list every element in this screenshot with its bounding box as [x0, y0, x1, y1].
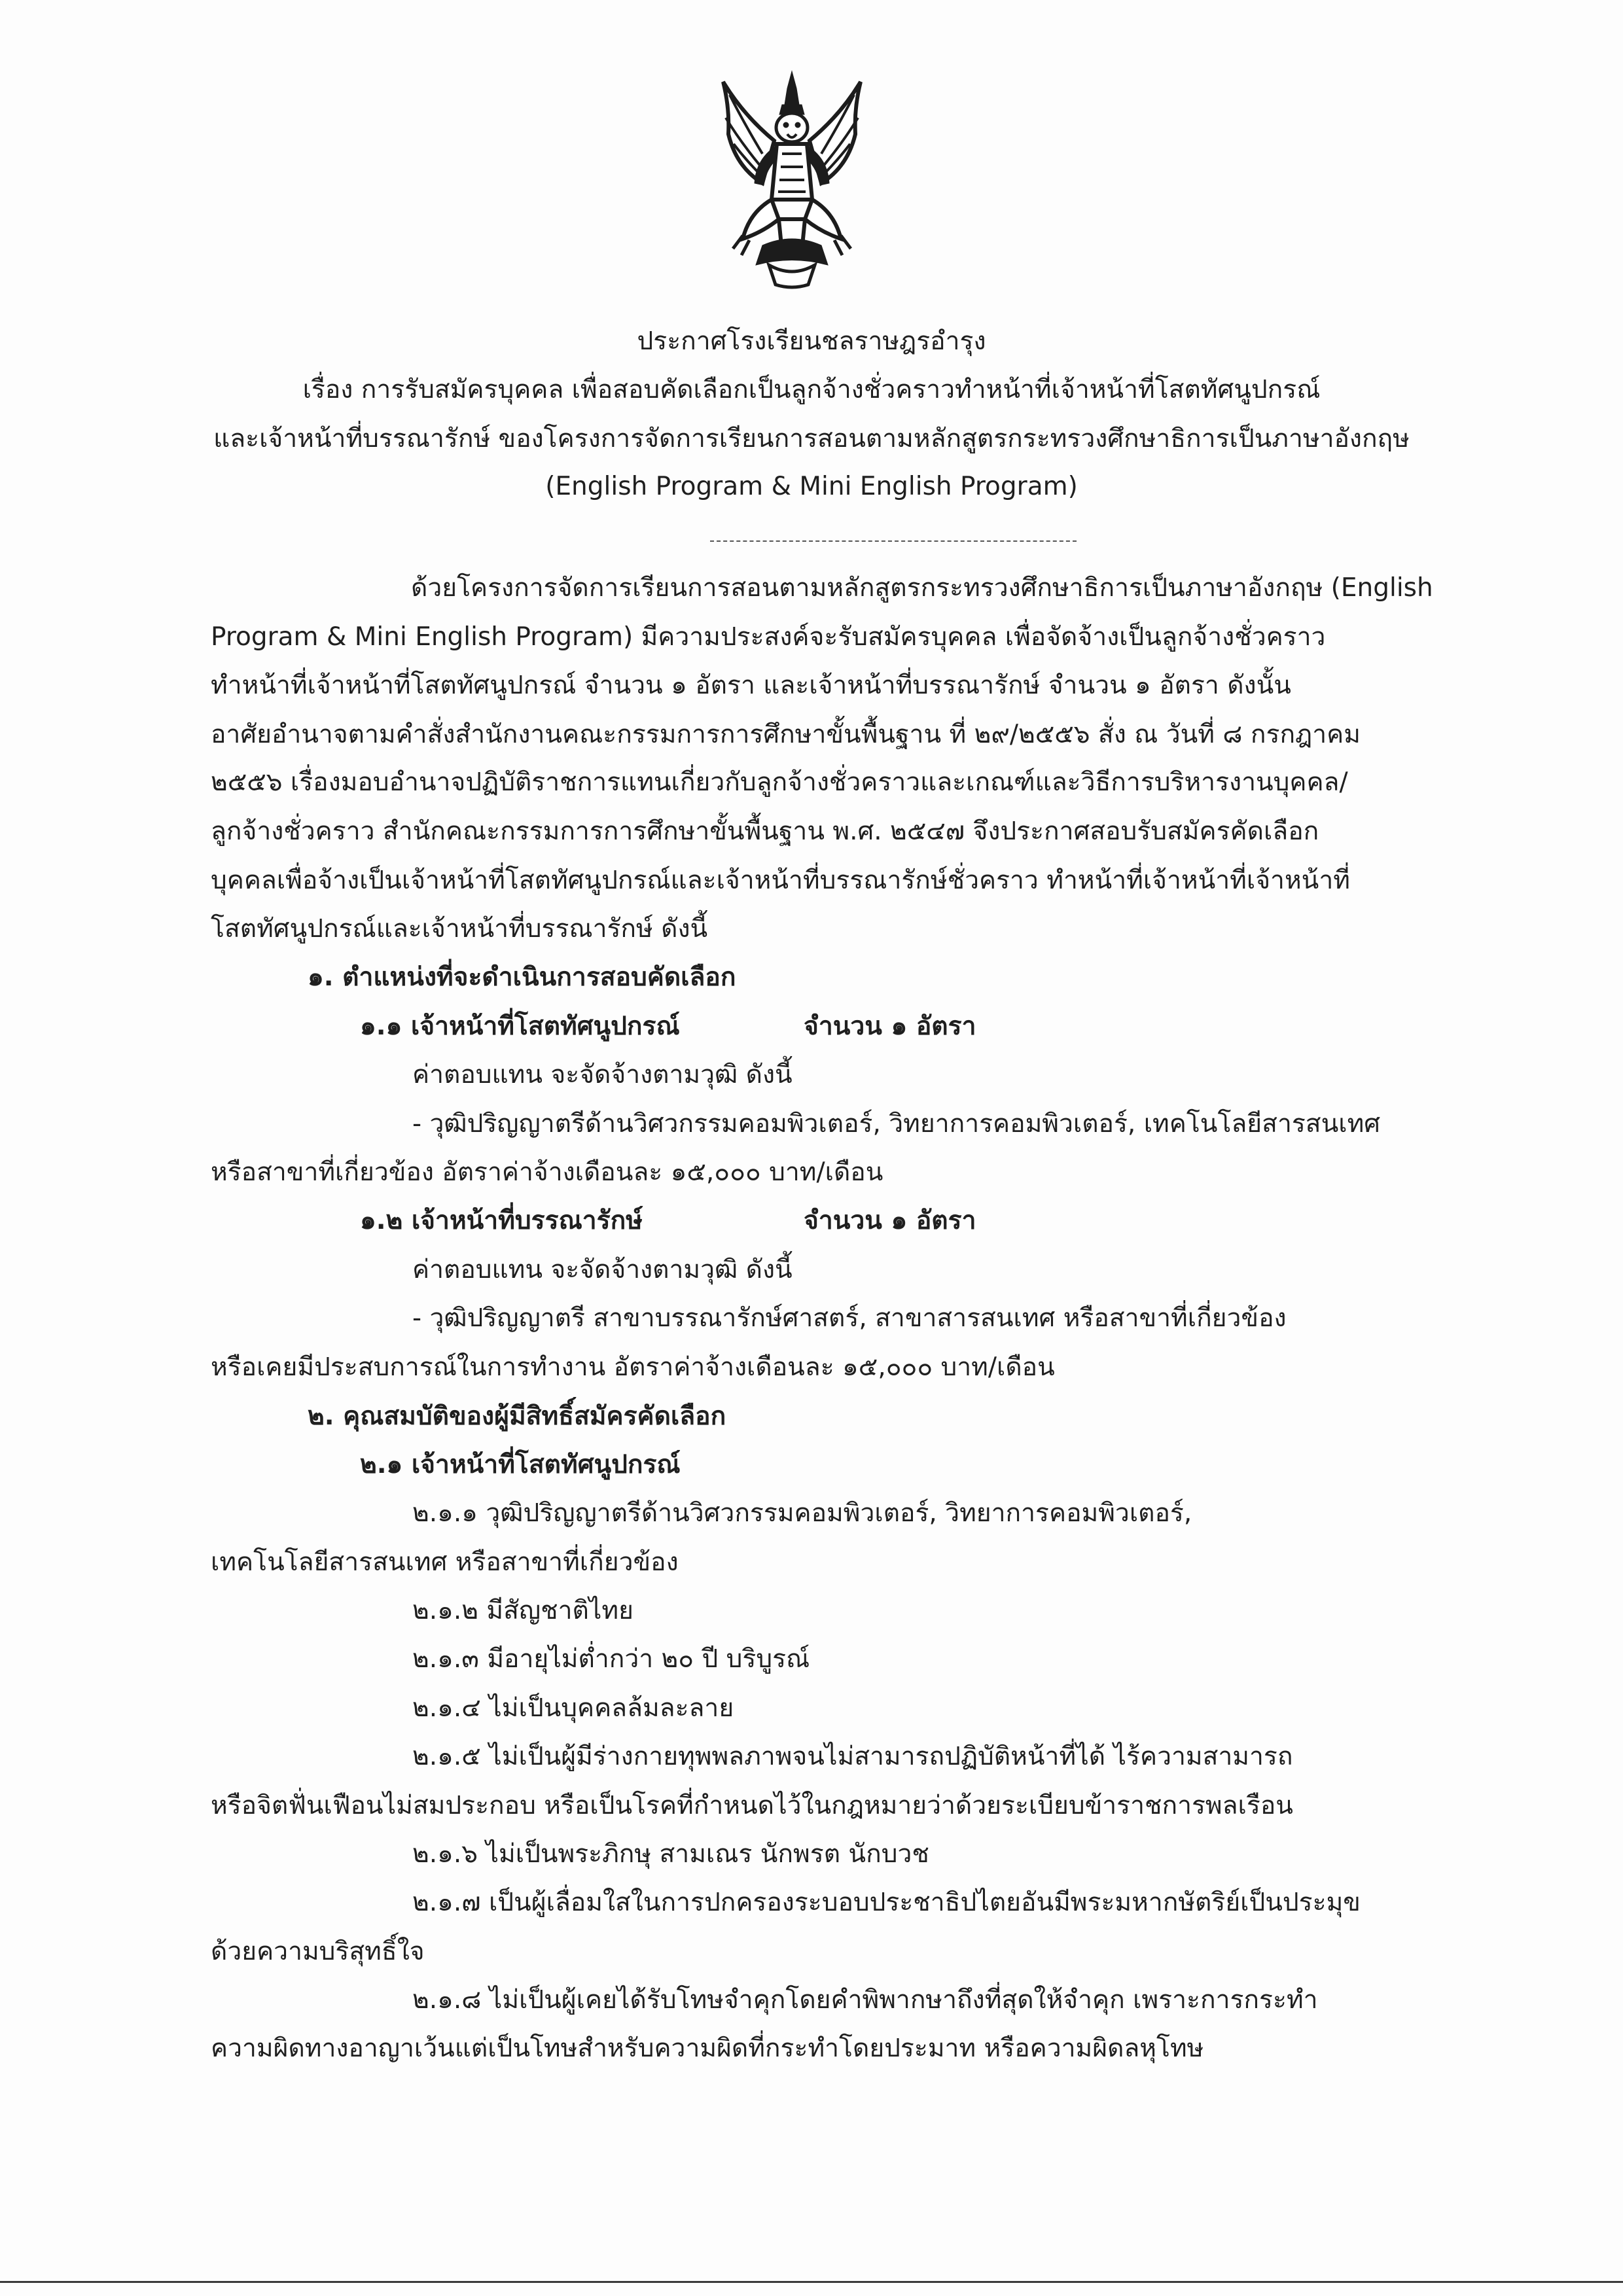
qualification-item: ๒.๑.๑ วุฒิปริญญาตรีด้านวิศวกรรมคอมพิวเตอร์, วิทยาการคอมพิวเตอร์,	[412, 1498, 1192, 1528]
qualification-item: ๒.๑.๕ ไม่เป็นผู้มีร่างกายทุพพลภาพจนไม่สามารถปฏิบัติหน้าที่ได้ ไร้ความสามารถ	[412, 1742, 1293, 1771]
position-1-qualification-cont: หรือสาขาที่เกี่ยวข้อง อัตราค่าจ้างเดือนละ ๑๕,๐๐๐ บาท/เดือน	[211, 1157, 883, 1187]
intro-line: ทำหน้าที่เจ้าหน้าที่โสตทัศนูปกรณ์ จำนวน ๑ อัตรา และเจ้าหน้าที่บรรณารักษ์ จำนวน ๑ อัตรา ดังนั้น	[211, 671, 1291, 700]
intro-line: บุคคลเพื่อจ้างเป็นเจ้าหน้าที่โสตทัศนูปกรณ์และเจ้าหน้าที่บรรณารักษ์ชั่วคราว ทำหน้าที่เจ้าหน้าที่เจ้าหน้าที่	[211, 866, 1350, 895]
qualification-item: ๒.๑.๔ ไม่เป็นบุคคลล้มละลาย	[412, 1693, 734, 1723]
subsection-2-1-heading: ๒.๑ เจ้าหน้าที่โสตทัศนูปกรณ์	[360, 1450, 681, 1479]
position-2-qualification-cont: หรือเคยมีประสบการณ์ในการทำงาน อัตราค่าจ้างเดือนละ ๑๕,๐๐๐ บาท/เดือน	[211, 1352, 1055, 1382]
position-1-count: จำนวน ๑ อัตรา	[804, 1012, 976, 1041]
header-divider	[710, 540, 1077, 542]
section-2-heading: ๒. คุณสมบัติของผู้มีสิทธิ์สมัครคัดเลือก	[308, 1402, 726, 1431]
qualification-item: ๒.๑.๓ มีอายุไม่ต่ำกว่า ๒๐ ปี บริบูรณ์	[412, 1644, 810, 1674]
announcement-title: ประกาศโรงเรียนชลราษฎรอำรุง	[637, 327, 986, 356]
position-1-qualification: - วุฒิปริญญาตรีด้านวิศวกรรมคอมพิวเตอร์, วิทยาการคอมพิวเตอร์, เทคโนโลยีสารสนเทศ	[412, 1109, 1381, 1139]
intro-line: ด้วยโครงการจัดการเรียนการสอนตามหลักสูตรกระทรวงศึกษาธิการเป็นภาษาอังกฤษ (English	[411, 573, 1433, 603]
qualification-item-cont: ด้วยความบริสุทธิ์ใจ	[211, 1937, 425, 1966]
position-2-count: จำนวน ๑ อัตรา	[804, 1206, 976, 1235]
subject-line-3: (English Program & Mini English Program)	[545, 472, 1078, 501]
qualification-item: ๒.๑.๒ มีสัญชาติไทย	[412, 1596, 633, 1625]
garuda-emblem-icon	[717, 69, 867, 291]
qualification-item: ๒.๑.๘ ไม่เป็นผู้เคยได้รับโทษจำคุกโดยคำพิพากษาถึงที่สุดให้จำคุก เพราะการกระทำ	[412, 1985, 1318, 2015]
qualification-item-cont: ความผิดทางอาญาเว้นแต่เป็นโทษสำหรับความผิดที่กระทำโดยประมาท หรือความผิดลหุโทษ	[211, 2034, 1204, 2063]
qualification-item-cont: หรือจิตฟั่นเฟือนไม่สมประกอบ หรือเป็นโรคที่กำหนดไว้ในกฎหมายว่าด้วยระเบียบข้าราชการพลเรือน	[211, 1791, 1293, 1820]
qualification-item-cont: เทคโนโลยีสารสนเทศ หรือสาขาที่เกี่ยวข้อง	[211, 1547, 679, 1577]
intro-line: ลูกจ้างชั่วคราว สำนักคณะกรรมการการศึกษาขั้นพื้นฐาน พ.ศ. ๒๕๔๗ จึงประกาศสอบรับสมัครคัดเลือก	[211, 817, 1319, 846]
position-1-title: ๑.๑ เจ้าหน้าที่โสตทัศนูปกรณ์	[360, 1012, 680, 1041]
intro-line: ๒๕๕๖ เรื่องมอบอำนาจปฏิบัติราชการแทนเกี่ยวกับลูกจ้างชั่วคราวและเกณฑ์และวิธีการบริหารงานบุคคล/	[211, 768, 1348, 797]
scan-edge-line	[0, 2281, 1623, 2283]
qualification-item: ๒.๑.๗ เป็นผู้เลื่อมใสในการปกครองระบอบประชาธิปไตยอันมีพระมหากษัตริย์เป็นประมุข	[412, 1888, 1361, 1917]
section-1-heading: ๑. ตำแหน่งที่จะดำเนินการสอบคัดเลือก	[308, 963, 736, 992]
position-2-title: ๑.๒ เจ้าหน้าที่บรรณารักษ์	[360, 1206, 643, 1235]
intro-line: อาศัยอำนาจตามคำสั่งสำนักงานคณะกรรมการการศึกษาขั้นพื้นฐาน ที่ ๒๙/๒๕๕๖ สั่ง ณ วันที่ ๘ กรกฎาคม	[211, 720, 1361, 749]
subject-line-2: และเจ้าหน้าที่บรรณารักษ์ ของโครงการจัดการเรียนการสอนตามหลักสูตรกระทรวงศึกษาธิการเป็นภาษาอังกฤษ	[213, 424, 1410, 453]
subject-line-1: เรื่อง การรับสมัครบุคคล เพื่อสอบคัดเลือกเป็นลูกจ้างชั่วคราวทำหน้าที่เจ้าหน้าที่โสตทัศนูปกรณ์	[302, 375, 1321, 404]
qualification-item: ๒.๑.๖ ไม่เป็นพระภิกษุ สามเณร นักพรต นักบวช	[412, 1839, 929, 1869]
position-1-pay: ค่าตอบแทน จะจัดจ้างตามวุฒิ ดังนี้	[412, 1060, 793, 1089]
intro-line: Program & Mini English Program) มีความประสงค์จะรับสมัครบุคคล เพื่อจัดจ้างเป็นลูกจ้างชั่วคราว	[211, 622, 1326, 652]
intro-line: โสตทัศนูปกรณ์และเจ้าหน้าที่บรรณารักษ์ ดังนี้	[211, 914, 708, 944]
position-2-qualification: - วุฒิปริญญาตรี สาขาบรรณารักษ์ศาสตร์, สาขาสารสนเทศ หรือสาขาที่เกี่ยวข้อง	[412, 1303, 1287, 1333]
position-2-pay: ค่าตอบแทน จะจัดจ้างตามวุฒิ ดังนี้	[412, 1255, 793, 1284]
